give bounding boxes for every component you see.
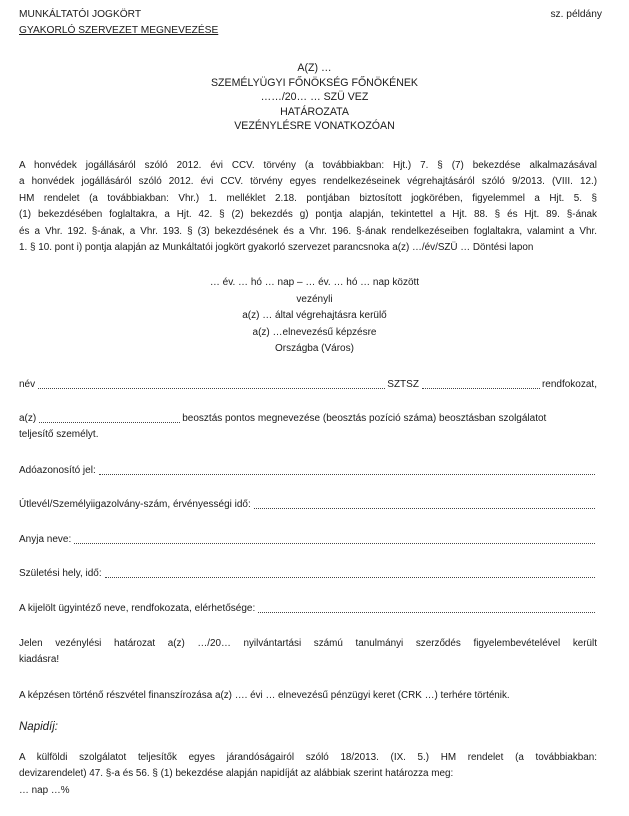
rank-blank[interactable] <box>422 388 540 389</box>
title-line-3: ……/20… … SZÜ VEZ <box>260 91 369 104</box>
name-blank[interactable] <box>38 388 385 389</box>
sztsz-label: SZTSZ <box>387 379 419 390</box>
mother-name-label: Anyja neve: <box>19 534 72 545</box>
country-line: Országba (Város) <box>275 343 354 354</box>
position-description: beosztás pontos megnevezése (beosztás pozíció száma) beosztásban szolgálatot <box>182 413 547 424</box>
intro-line: és a Vhr. 192. §-ának, a Vhr. 193. § (3) bekezdésének és a Vhr. 196. §-ának rendelkezéseiben foglaltakra, valamint a Vhr. <box>19 225 597 237</box>
tax-id-blank[interactable] <box>99 474 595 475</box>
per-diem-line: … nap …% <box>19 784 70 796</box>
position-prefix: a(z) <box>19 413 37 424</box>
executor-line: a(z) … által végrehajtásra kerülő <box>242 310 387 321</box>
passport-label: Útlevél/Személyiigazolvány-szám, érvényességi idő: <box>19 499 251 510</box>
intro-line: a honvédek jogállásáról szóló 2012. évi CCV. törvény egyes rendelkezéseinek végrehajtásáról szóló 9/2013. (VIII. 12.) <box>19 176 597 188</box>
contract-line: kiadásra! <box>19 654 60 666</box>
issuing-organization <box>19 7 218 39</box>
title-line-1: A(Z) … <box>297 62 332 74</box>
copy-number-label: sz. példány <box>550 9 602 20</box>
birth-row <box>19 567 597 581</box>
case-officer-label: A kijelölt ügyintéző neve, rendfokozata, elérhetősége: <box>19 603 256 614</box>
document-title <box>0 61 629 134</box>
position-continuation-row <box>19 428 597 442</box>
passport-row <box>19 498 597 512</box>
tax-id-row <box>19 464 597 478</box>
birth-label: Születési hely, idő: <box>19 568 102 579</box>
per-diem-heading: Napidíj: <box>19 721 58 733</box>
birth-blank[interactable] <box>105 577 595 578</box>
contract-paragraph <box>19 636 597 669</box>
training-line: a(z) …elnevezésű képzésre <box>252 326 377 338</box>
intro-line: A honvédek jogállásáról szóló 2012. évi CCV. törvény (a továbbiakban: Hjt.) 7. § (7) bekezdése alkalmazásával <box>19 160 597 171</box>
title-line-5: VEZÉNYLÉSRE VONATKOZÓAN <box>234 120 395 133</box>
per-diem-paragraph <box>19 750 597 799</box>
org-line-2: GYAKORLÓ SZERVEZET MEGNEVEZÉSE <box>19 25 219 36</box>
case-officer-blank[interactable] <box>258 612 595 613</box>
position-field-row <box>19 412 597 426</box>
rank-label: rendfokozat, <box>541 379 597 390</box>
per-diem-line: devizarendelet) 47. §-a és 56. § (1) bekezdése alapján napidíját az alábbiak szerint határozza meg: <box>19 768 454 780</box>
title-line-4: HATÁROZATA <box>280 105 349 118</box>
passport-blank[interactable] <box>254 508 595 509</box>
mother-name-row <box>19 533 597 547</box>
name-label: név <box>19 379 36 390</box>
position-blank[interactable] <box>39 422 180 423</box>
intro-line: 1. § 10. pont i) pontja alapján az Munkáltatói jogkört gyakorló szervezet parancsnoka a(z) …/év/SZÜ … Döntési lapon <box>19 242 534 254</box>
per-diem-line: A külföldi szolgálatot teljesítők egyes járandóságairól szóló 18/2013. (IX. 5.) HM rendelet (a továbbiakban: <box>19 752 597 763</box>
title-line-2: SZEMÉLYÜGYI FŐNÖKSÉG FŐNÖKÉNEK <box>210 76 418 89</box>
mother-name-blank[interactable] <box>74 543 595 544</box>
finance-paragraph <box>19 688 597 704</box>
case-officer-row <box>19 602 597 616</box>
verb-line: vezényli <box>296 293 333 305</box>
period-line: … év. … hó … nap – … év. … hó … nap között <box>209 277 420 288</box>
tax-id-label: Adóazonosító jel: <box>19 465 96 476</box>
finance-line: A képzésen történő részvétel finanszírozása a(z) …. évi … elnevezésű pénzügyi keret (CRK …) terhére történik. <box>19 690 510 701</box>
intro-line: (1) bekezdésében foglaltakra, a Hjt. 42. § (2) bekezdés g) pontja alapján, tekintettel a Hjt. 88. § és Hjt. 89. §-ának <box>19 209 597 221</box>
assignment-details <box>0 275 629 358</box>
name-field-row <box>19 378 597 392</box>
contract-line: Jelen vezénylési határozat a(z) …/20… nyilvántartási számú tanulmányi szerződés figyelembevételével került <box>19 638 597 649</box>
org-line-1: MUNKÁLTATÓI JOGKÖRT <box>19 9 142 20</box>
position-continuation: teljesítő személyt. <box>19 429 99 440</box>
intro-paragraph <box>19 158 597 256</box>
intro-line: HM rendelet (a továbbiakban: Vhr.) 1. melléklet 2.18. pontjában biztosított jogkörében, figyelemmel a Hjt. 5. § <box>19 192 597 204</box>
